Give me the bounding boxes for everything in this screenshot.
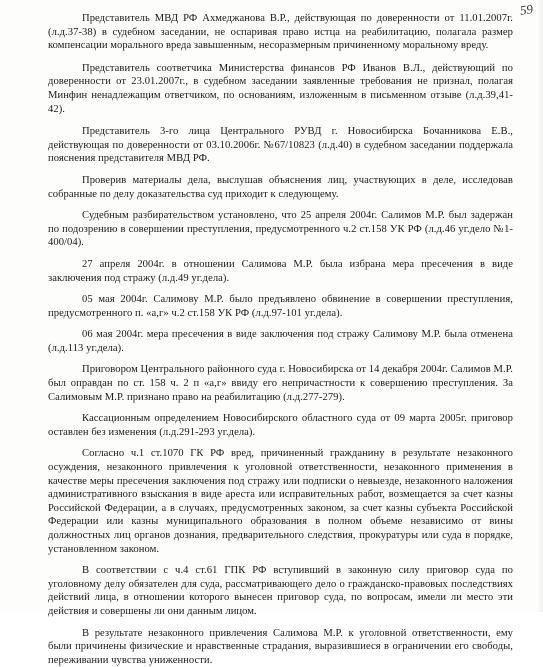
paragraph-charge: 05 мая 2004г. Салимову М.Р. было предъявлено обвинение в совершении преступления, предусмотренного п. «а,г» ч.2 ст.158 УК РФ (л.д.97-101 уг.дела).	[48, 294, 513, 319]
scan-edge-shadow	[537, 0, 543, 612]
paragraph-custody-cancelled: 06 мая 2004г. мера пресечения в виде заключения под стражу Салимову М.Р. была отменена (л.д.113 уг.дела).	[48, 329, 513, 354]
paragraph-third-party-representative: Представитель 3-го лица Центрального РУВД г. Новосибирска Бочанникова Е.В., действующая по доверенности от 03.10.2006г. №67/10823 (л.д.40) в судебном заседании поддержала пояснения представителя МВД РФ.	[48, 126, 513, 165]
page-number: 59	[518, 1, 534, 18]
paragraph-cassation: Кассационным определением Новосибирского областного суда от 09 марта 2005г. приговор оставлен без изменения (л.д.291-293 уг.дела).	[48, 413, 513, 438]
paragraph-custody-measure: 27 апреля 2004г. в отношении Салимова М.Р. была избрана мера пресечения в виде заключения под стражу (л.д.49 уг.дела).	[48, 258, 513, 284]
paragraph-minfin-representative: Представитель соответчика Министерства финансов РФ Иванов В.Л., действующий по доверенности от 23.01.2007г., в судебном заседании заявленные требования не признал, полагая Минфин ненадлежащим ответчиком, по основаниям, изложенным в письменном отзыве (л.д.39,41-42).	[48, 62, 513, 115]
paragraph-civil-code-1070: Согласно ч.1 ст.1070 ГК РФ вред, причиненный гражданину в результате незаконного осуждения, незаконного привлечения к уголовной ответственности, незаконного применения в качестве меры пресечения заключения под стражу или подписки о невыезде, незаконного наложения административного взыскания в виде ареста или исправительных работ, возмещается за счет казны Российской Федерации, а в случаях, предусмотренных законом, за счет казны субъекта Российской Федерации или казны муниципального образования в полном объеме независимо от вины должностных лиц органов дознания, предварительного следствия, прокуратуры или суда в порядке, установленном законом.	[48, 448, 513, 555]
paragraph-civil-procedure-61: В соответствии с ч.4 ст.61 ГПК РФ вступивший в законную силу приговор суда по уголовному делу обязателен для суда, рассматривающего дело о гражданско-правовых последствиях действий лица, в отношении которого вынесен приговор суда, по вопросам, имели ли место эти действия и совершены ли они данным лицом.	[48, 565, 513, 617]
paragraph-verdict: Приговором Центрального районного суда г. Новосибирска от 14 декабря 2004г. Салимов М.Р. был оправдан по ст. 158 ч. 2 п «а,г» ввиду его непричастности к совершению преступления. За Салимовым М.Р. признано право на реабилитацию (л.д.277-279).	[48, 364, 513, 403]
paragraph-court-review: Проверив материалы дела, выслушав объяснения лиц, участвующих в деле, исследовав собранные по делу доказательства суд приходит к следующему.	[48, 174, 513, 200]
paragraph-suffering: В результате незаконного привлечения Салимова М.Р. к уголовной ответственности, ему были причинены физические и нравственные страдания, выразившиеся в ограничении его свободы, переживании чувства униженности.	[48, 627, 513, 666]
paragraph-detention: Судебным разбирательством установлено, что 25 апреля 2004г. Салимов М.Р. был задержан по подозрению в совершении преступления, предусмотренного ч.2 ст.158 УК РФ (л.д.46 уг.дело №1-400/04).	[48, 210, 513, 249]
paragraph-mvd-representative: Представитель МВД РФ Ахмеджанова В.Р., действующая по доверенности от 11.01.2007г. (л.д.37-38) в судебном заседании, не оспаривая право истца на реабилитацию, полагала размер компенсации морального вреда завышенным, несоразмерным причиненному моральному вреду.	[48, 13, 513, 52]
